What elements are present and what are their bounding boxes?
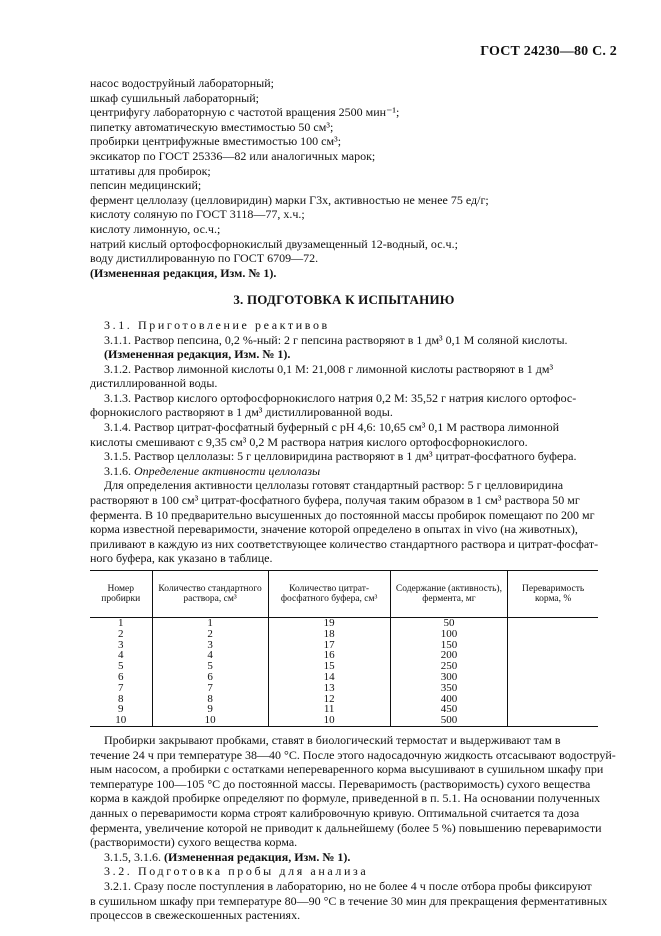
table-header-cell: Номер пробирки	[90, 571, 152, 618]
table-cell: 9	[118, 703, 124, 716]
equipment-item: пробирки центрифужные вместимостью 100 см³;	[90, 134, 342, 149]
paragraph-line: данных о переваримости корма строят калибровочную кривую. Оптимальной считается та доза	[90, 805, 580, 820]
equipment-item: кислоту соляную по ГОСТ 3118—77, х.ч.;	[90, 207, 305, 222]
table-cell	[508, 672, 598, 683]
table-cell: 16	[268, 650, 390, 661]
revision-3-1-5-3-1-6	[90, 850, 598, 865]
revision-ref: 3.1.5, 3.1.6.	[104, 849, 161, 864]
table-cell: 14	[268, 672, 390, 683]
equipment-item: кислоту лимонную, ос.ч.;	[90, 221, 221, 236]
para-3-1-6-title: Определение активности целлолазы	[134, 463, 321, 478]
table-cell	[508, 650, 598, 661]
table-cell: 7	[118, 681, 124, 694]
table-header-cell: Количество цитрат-фосфатного буфера, см³	[268, 571, 390, 618]
table-cell: 10	[90, 715, 152, 726]
equipment-item: пипетку автоматическую вместимостью 50 см³;	[90, 119, 334, 134]
table-cell: 8	[152, 694, 268, 705]
page-header: ГОСТ 24230—80 С. 2	[480, 44, 617, 59]
paragraph-line: Пробирки закрывают пробками, ставят в биологический термостат и выдерживают там в	[104, 732, 561, 747]
table-cell	[508, 661, 598, 672]
table-row	[90, 618, 598, 629]
table-header-cell: Количество стандартного раствора, см³	[152, 571, 268, 618]
equipment-item: насос водоструйный лабораторный;	[90, 76, 274, 90]
paragraph-line: (растворимости) сухого вещества корма.	[90, 835, 298, 850]
para-3-1-2-line2: дистиллированной воды.	[90, 376, 218, 391]
table-cell: 7	[152, 683, 268, 694]
table-cell	[508, 683, 598, 694]
table-cell: 5	[118, 660, 124, 673]
table-cell: 300	[390, 672, 508, 683]
equipment-item: воду дистиллированную по ГОСТ 6709—72.	[90, 251, 319, 266]
table-cell: 500	[390, 715, 508, 726]
table-cell: 17	[268, 640, 390, 651]
para-3-1-4-line1: 3.1.4. Раствор цитрат-фосфатный буферный с рН 4,6: 10,65 см³ 0,1 М раствора лимонной	[104, 420, 560, 435]
table-cell: 6	[118, 670, 124, 683]
table-cell: 8	[118, 692, 124, 705]
table-row	[90, 694, 598, 705]
table-cell: 450	[390, 704, 508, 715]
paragraph-line: ным насосом, а пробирки с остатками непереваренного корма высушивают в сушильном шкафу при	[90, 762, 604, 777]
table-cell: 9	[152, 704, 268, 715]
equipment-item: натрий кислый ортофосфорнокислый двузамещенный 12-водный, ос.ч.;	[90, 236, 458, 251]
revision-note: (Измененная редакция, Изм. № 1).	[90, 265, 277, 280]
table-cell: 6	[152, 672, 268, 683]
table-header-row	[90, 571, 598, 618]
table-row	[90, 629, 598, 640]
paragraph-line: течение 24 ч при температуре 38—40 °С. После этого надосадочную жидкость отсасывают водоструй-	[90, 747, 616, 762]
equipment-list	[90, 76, 598, 266]
table-cell	[508, 694, 598, 705]
paragraph-line: температуре 100—105 °С до постоянной массы. Переваримость (растворимость) сухого вещества	[90, 776, 591, 791]
table-cell	[508, 715, 598, 726]
paragraph-line: приливают в каждую из них соответствующее количество стандартного раствора и цитрат-фосфат-	[90, 536, 599, 551]
table-cell: 18	[268, 629, 390, 640]
paragraph-line: корма в каждой пробирке определяют по формуле, приведенной в п. 5.1. На основании полученных	[90, 791, 601, 806]
table-cell: 1	[152, 618, 268, 629]
table-cell: 50	[390, 618, 508, 629]
table-cell: 3	[118, 638, 124, 651]
table-cell: 4	[152, 650, 268, 661]
para-3-1-5: 3.1.5. Раствор целлолазы: 5 г целловиридина растворяют в 1 дм³ цитрат-фосфатного буфера.	[104, 449, 577, 464]
equipment-item: шкаф сушильный лабораторный;	[90, 90, 259, 105]
equipment-item: пепсин медицинский;	[90, 178, 202, 193]
table-cell: 2	[118, 627, 124, 640]
table-row	[90, 640, 598, 651]
para-3-1-3-line2: форнокислого растворяют в 1 дм³ дистиллированной воды.	[90, 405, 393, 420]
table-cell: 400	[390, 694, 508, 705]
para-3-1-3-line1: 3.1.3. Раствор кислого ортофосфорнокислого натрия 0,2 М: 35,52 г натрия кислого ортофос-	[104, 390, 577, 405]
table-cell: 1	[118, 617, 124, 629]
equipment-item: фермент целлолазу (целловиридин) марки Г3х, активностью не менее 75 ед/г;	[90, 192, 489, 207]
paragraph-line: фермента, увеличение которой не приводит к дальнейшему (более 5 %) повышению переваримости	[90, 820, 602, 835]
table-cell: 10	[268, 715, 390, 726]
table-cell: 3	[152, 640, 268, 651]
paragraph-line: в сушильном шкафу при температуре 80—90 °С в течение 30 мин для прекращения ферментативных	[90, 893, 608, 908]
document-body	[90, 76, 616, 923]
table-cell: 11	[268, 704, 390, 715]
table-header-cell: Содержание (активность), фермента, мг	[390, 571, 508, 618]
para-3-1-6-body	[90, 478, 598, 566]
table-body	[90, 618, 598, 727]
paragraph-line: ного буфера, как указано в таблице.	[90, 551, 273, 566]
equipment-item: центрифугу лабораторную с частотой вращения 2500 мин⁻¹;	[90, 105, 400, 120]
paragraph-line: фермента. В 10 предварительно высушенных до постоянной массы пробирок помещают по 200 мг	[90, 507, 595, 522]
table-cell: 19	[268, 618, 390, 629]
revision-note: (Измененная редакция, Изм. № 1).	[104, 347, 291, 362]
para-3-1-4-line2: кислоты смешивают с 9,35 см³ 0,2 М раствора натрия кислого ортофосфорнокислого.	[90, 434, 528, 449]
table-cell: 200	[390, 650, 508, 661]
table-cell: 13	[268, 683, 390, 694]
table-row	[90, 683, 598, 694]
table-cell: 100	[390, 629, 508, 640]
para-3-1-1: 3.1.1. Раствор пепсина, 0,2 %-ный: 2 г пепсина растворяют в 1 дм³ 0,1 М соляной кислоты.	[104, 332, 568, 347]
subsection-3-1-title: 3.1. Приготовление реактивов	[104, 317, 330, 332]
table-row	[90, 661, 598, 672]
paragraph-line: процессов в свежескошенных растениях.	[90, 908, 301, 923]
paragraph-line: корма известной переваримости, значение которой определено в опытах in vivo (на животных),	[90, 522, 578, 537]
table-cell: 12	[268, 694, 390, 705]
table-cell: 15	[268, 661, 390, 672]
subsection-3-2-title: 3.2. Подготовка пробы для анализа	[104, 864, 369, 879]
table-cell	[508, 704, 598, 715]
table-header-cell: Переваримость корма, %	[508, 571, 598, 618]
table-row	[90, 672, 598, 683]
table-cell	[508, 640, 598, 651]
equipment-item: эксикатор по ГОСТ 25336—82 или аналогичных марок;	[90, 148, 376, 163]
table-cell	[508, 618, 598, 629]
table-row	[90, 715, 598, 726]
table-cell: 4	[118, 649, 124, 662]
equipment-item: штативы для пробирок;	[90, 163, 211, 178]
table-row	[90, 650, 598, 661]
table-cell: 250	[390, 661, 508, 672]
enzyme-activity-table	[90, 570, 598, 727]
paragraph-line: 3.2.1. Сразу после поступления в лабораторию, но не более 4 ч после отбора пробы фиксируют	[104, 878, 592, 893]
table-row	[90, 704, 598, 715]
para-3-1-6-number: 3.1.6.	[104, 463, 131, 478]
table-cell: 150	[390, 640, 508, 651]
table-cell: 5	[152, 661, 268, 672]
para-3-2-1	[90, 878, 608, 923]
para-3-1-2-line1: 3.1.2. Раствор лимонной кислоты 0,1 М: 21,008 г лимонной кислоты растворяют в 1 дм³	[104, 361, 554, 376]
section-title: 3. ПОДГОТОВКА К ИСПЫТАНИЮ	[233, 292, 455, 308]
table-cell: 350	[390, 683, 508, 694]
para-after-table	[90, 732, 616, 850]
para-3-1-6-heading	[90, 464, 598, 479]
paragraph-line: растворяют в 100 см³ цитрат-фосфатного буфера, получая таким образом в 1 см³ раствора 50 мг	[90, 493, 580, 508]
table-cell	[508, 629, 598, 640]
paragraph-line: Для определения активности целлолазы готовят стандартный раствор: 5 г целловиридина	[104, 478, 564, 493]
table-cell: 10	[152, 715, 268, 726]
revision-note: (Измененная редакция, Изм. № 1).	[164, 849, 351, 864]
table-cell: 2	[152, 629, 268, 640]
